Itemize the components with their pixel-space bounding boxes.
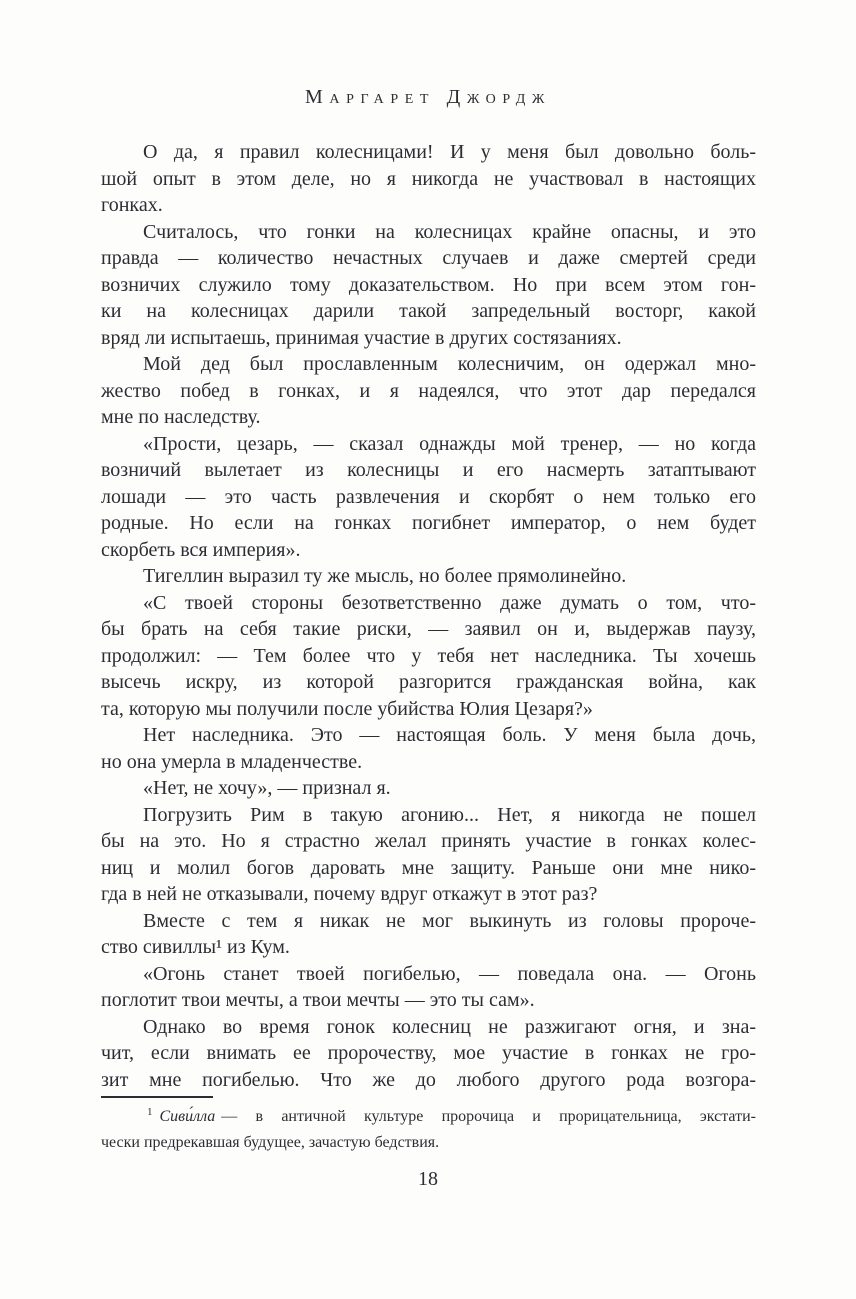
footnote-rule [101,1096,213,1098]
text-line: зит мне погибелью. Что же до любого другого рода возгора- [101,1068,756,1091]
paragraph [101,722,756,775]
paragraph [101,219,756,352]
text-line: мне по наследству. [101,406,261,428]
text-line: «Прости, цезарь, — сказал однажды мой тренер, — но когда [143,432,756,455]
text-line: лошади — это часть развлечения и скорбят о нем только его [101,485,756,508]
text-line: Нет наследника. Это — настоящая боль. У меня была дочь, [143,724,756,746]
text-line: ки на колесницах дарили такой запредельный восторг, какой [101,300,756,322]
footnote-line: чески предрекавшая будущее, зачастую бедствия. [101,1134,440,1151]
text-line: шой опыт в этом деле, но я никогда не участвовал в настоящих [101,167,756,190]
paragraph [101,961,756,1014]
text-line: жество побед в гонках, и я надеялся, что этот дар передался [101,379,756,402]
text-line: гда в ней не отказывали, почему вдруг откажут в этот раз? [101,883,598,905]
text-line: чит, если внимать ее пророчеству, мое участие в гонках не гро- [101,1042,756,1064]
text-line: гонках. [101,194,163,216]
paragraph [101,351,756,431]
text-line: продолжил: — Тем более что у тебя нет наследника. Ты хочешь [101,644,756,667]
text-line: «Нет, не хочу», — признал я. [143,777,391,799]
text-line: Однако во время гонок колесниц не разжигают огня, и зна- [143,1015,756,1038]
text-line: скорбеть вся империя». [101,538,301,561]
text-line: возничий вылетает из колесницы и его насмерть затаптывают [101,459,756,481]
text-line: бы на это. Но я страстно желал принять участие в гонках колес- [101,830,756,852]
running-header: Маргарет Джордж [304,86,552,108]
paragraph [101,908,756,961]
footnote-text: — в античной культуре пророчица и прорицательница, экстати- [221,1108,756,1125]
text-line: бы брать на себя такие риски, — заявил он и, выдержав паузу, [101,618,756,640]
footnote-marker: 1 [147,1105,153,1118]
text-line: поглотит твои мечты, а твои мечты — это ты сам». [101,989,535,1011]
body-text [101,139,756,1093]
paragraph [101,802,756,908]
text-line: вряд ли испытаешь, принимая участие в других состязаниях. [101,326,622,349]
text-line: возничих служило тому доказательством. Но при всем этом гон- [101,273,756,296]
paragraph [101,139,756,219]
paragraph [101,563,756,590]
footnote-line [101,1104,756,1130]
footnote-term: Сиви́лла [159,1108,216,1125]
text-line: «Огонь станет твоей погибелью, — поведала она. — Огонь [143,962,756,985]
page-number: 18 [418,1168,438,1190]
text-line: Мой дед был прославленным колесничим, он одержал мно- [143,353,756,375]
text-line: О да, я правил колесницами! И у меня был довольно боль- [143,141,756,163]
text-line: Считалось, что гонки на колесницах крайне опасны, и это [143,220,756,243]
paragraph [101,1014,756,1094]
text-line: ниц и молил богов даровать мне защиту. Раньше они мне нико- [101,856,756,879]
footnote [101,1096,756,1156]
text-line: Тигеллин выразил ту же мысль, но более прямолинейно. [143,565,627,587]
text-line: «С твоей стороны безответственно даже думать о том, что- [143,591,756,614]
text-line: но она умерла в младенчестве. [101,750,363,773]
paragraph [101,590,756,723]
text-line: ство сивиллы¹ из Кум. [101,936,290,958]
text-line: высечь искру, из которой разгорится гражданская война, как [101,671,756,693]
text-line: родные. Но если на гонках погибнет император, о нем будет [101,512,756,534]
paragraph [101,431,756,564]
text-line: Вместе с тем я никак не мог выкинуть из головы пророче- [143,909,756,932]
text-line: та, которую мы получили после убийства Юлия Цезаря?» [101,697,593,720]
text-line: правда — количество нечастных случаев и даже смертей среди [101,247,756,269]
paragraph [101,775,756,802]
text-line: Погрузить Рим в такую агонию... Нет, я никогда не пошел [143,803,756,826]
